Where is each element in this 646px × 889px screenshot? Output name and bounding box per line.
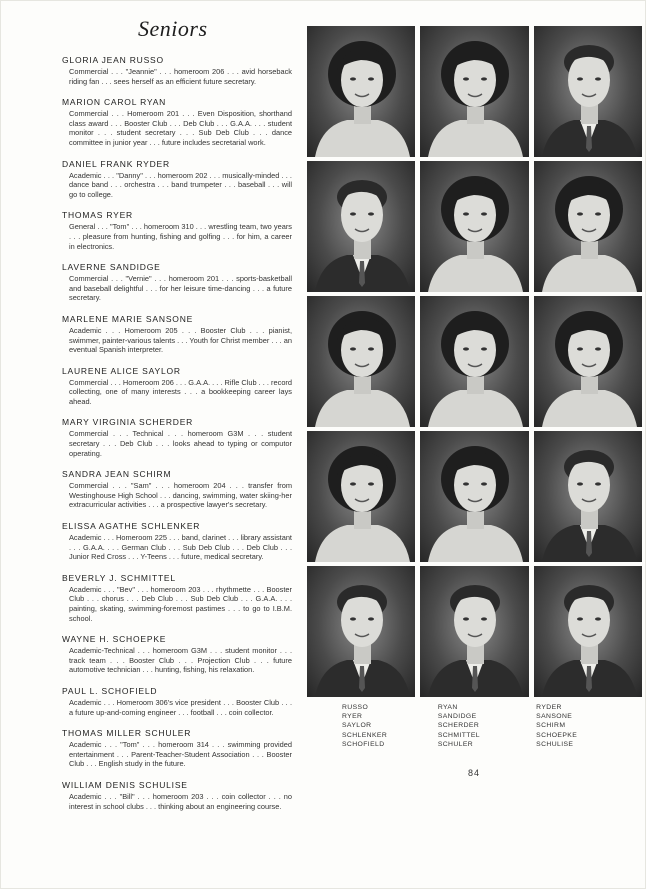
senior-description: Academic-Technical . . . homeroom G3M . . . student monitor . . . track team . . . Booster Club . . . Projection Club . . . future automotive technician . . . hunting, fishing, his relaxation. <box>69 646 292 675</box>
portrait-row <box>307 26 642 157</box>
senior-description: Academic . . . "Bill" . . . homeroom 203 . . . coin collector . . . no interest in school clubs . . . thinking about an engineering course. <box>69 791 292 811</box>
senior-portrait <box>307 26 415 157</box>
caption-name: SCHIRM <box>536 722 566 730</box>
senior-name: MARLENE MARIE SANSONE <box>62 313 194 324</box>
caption-name: SCHLENKER <box>342 731 388 739</box>
senior-name: ELISSA AGATHE SCHLENKER <box>62 521 201 532</box>
portrait-figure <box>307 296 415 427</box>
portrait-figure <box>534 26 642 157</box>
senior-name: BEVERLY J. SCHMITTEL <box>62 572 176 583</box>
page-number: 84 <box>468 768 481 778</box>
senior-portrait <box>534 431 642 562</box>
senior-name: LAURENE ALICE SAYLOR <box>62 365 181 376</box>
caption-name: SCHULISE <box>536 740 574 748</box>
senior-entry <box>62 262 292 303</box>
portrait-row <box>307 566 642 697</box>
page-title: Seniors <box>138 16 208 41</box>
senior-name: PAUL L. SCHOFIELD <box>62 685 158 696</box>
portrait-row <box>307 296 642 427</box>
senior-portrait <box>534 296 642 427</box>
senior-name: MARY VIRGINIA SCHERDER <box>62 417 194 428</box>
senior-name: SANDRA JEAN SCHIRM <box>62 469 172 480</box>
senior-portrait <box>307 431 415 562</box>
portrait-figure <box>534 161 642 292</box>
senior-entry <box>62 469 292 510</box>
senior-entry <box>62 686 292 717</box>
senior-name: DANIEL FRANK RYDER <box>62 158 170 169</box>
senior-portrait <box>534 26 642 157</box>
senior-entry <box>62 573 292 623</box>
caption-column <box>342 703 438 749</box>
caption-name: SCHOEPKE <box>536 731 578 739</box>
senior-portrait <box>534 566 642 697</box>
senior-name: WAYNE H. SCHOEPKE <box>62 634 167 645</box>
caption-column <box>438 703 536 749</box>
portrait-grid <box>307 26 642 701</box>
senior-portrait <box>420 566 528 697</box>
caption-name: RUSSO <box>342 704 369 711</box>
senior-portrait <box>420 296 528 427</box>
portrait-figure <box>307 26 415 157</box>
senior-description: Academic . . . Homeroom 225 . . . band, clarinet . . . library assistant . . . G.A.A. . . . German Club . . . Sub Deb Club . . . Deb Club . . . Junior Red Cross . . . Y-Teens . . . future, medical secretary. <box>69 533 292 562</box>
caption-name: RYER <box>342 713 363 721</box>
caption-name: RYDER <box>536 704 562 711</box>
caption-name: SCHULER <box>437 740 474 748</box>
portrait-figure <box>420 296 528 427</box>
senior-entry <box>62 417 292 458</box>
portrait-figure <box>534 431 642 562</box>
senior-portrait <box>307 296 415 427</box>
portrait-figure <box>420 566 528 697</box>
senior-name: MARION CAROL RYAN <box>62 97 167 108</box>
senior-entry <box>62 728 292 769</box>
senior-description: Academic . . . Homeroom 205 . . . Booster Club . . . pianist, swimmer, painter-various talents . . . Youth for Christ member . . . an eventual Spanish interpreter. <box>69 325 292 355</box>
portrait-figure <box>420 431 528 562</box>
portrait-figure <box>420 26 528 157</box>
portrait-row <box>307 431 642 562</box>
senior-entry <box>62 366 292 407</box>
senior-name: GLORIA JEAN RUSSO <box>62 55 164 65</box>
caption-name: SAYLOR <box>342 722 372 730</box>
senior-description: Academic . . . "Danny" . . . homeroom 202 . . . musically-minded . . . dance band . . . orchestra . . . band trumpeter . . . baseball . . . will go to college. <box>69 170 292 199</box>
senior-name: WILLIAM DENIS SCHULISE <box>62 779 188 790</box>
portrait-figure <box>307 431 415 562</box>
senior-entry <box>62 55 292 86</box>
senior-portrait <box>307 566 415 697</box>
senior-name: LAVERNE SANDIDGE <box>62 262 161 273</box>
senior-portrait <box>534 161 642 292</box>
senior-entry <box>62 159 292 200</box>
senior-description: Commercial . . . Technical . . . homeroom G3M . . . student secretary . . . Deb Club . . . looks ahead to typing or computor operating. <box>69 429 292 458</box>
senior-portrait <box>307 161 415 292</box>
caption-name: SANSONE <box>536 713 573 721</box>
portrait-row <box>307 161 642 292</box>
caption-name: RYAN <box>437 704 458 711</box>
senior-entry <box>62 314 292 355</box>
caption-name: SCHMITTEL <box>437 731 480 739</box>
senior-portrait <box>420 431 528 562</box>
senior-name: THOMAS MILLER SCHULER <box>62 728 192 739</box>
senior-description: General . . . "Tom" . . . homeroom 310 . . . wrestling team, two years . . . pleasure from hunting, fishing and golfing . . . for him, a career in electronics. <box>69 222 292 251</box>
portrait-figure <box>534 566 642 697</box>
senior-description: Commercial . . . "Jeannie" . . . homeroom 206 . . . avid horseback riding fan . . . sees herself as an efficient future secretary. <box>69 67 292 86</box>
senior-description: Academic . . . Homeroom 306's vice president . . . Booster Club . . . a future up-and-coming engineer . . . football . . . coin collector. <box>69 697 292 717</box>
senior-description: Academic . . . "Bev" . . . homeroom 203 . . . rhythmette . . . Booster Club . . . chorus . . . Deb Club . . . Sub Deb Club . . . G.A.A. . . . painting, skating, swimming-foremost pastimes . . . to go to I.B.M. school. <box>69 584 292 623</box>
senior-description: Commercial . . . Homeroom 201 . . . Even Disposition, shorthand class award . . . Booster Club . . . Deb Club . . . G.A.A. . . . student monitor . . . student secretary . . . Sub Deb Club . . . dance committee in junior year . . . future includes secretarial work. <box>69 109 292 147</box>
senior-description: Academic . . . "Tom" . . . homeroom 314 . . . swimming provided entertainment . . . Parent-Teacher-Student Association . . . Booster Club . . . English study in the future. <box>69 740 292 769</box>
portrait-figure <box>420 161 528 292</box>
senior-description: Commercial . . . "Sam" . . . homeroom 204 . . . transfer from Westinghouse High School . . . dancing, swimming, water skiing-her extracurricular activities . . . a prospective lawyer's secretary. <box>69 481 292 510</box>
caption-name: SCHERDER <box>437 722 480 730</box>
senior-entries <box>62 55 292 822</box>
senior-portrait <box>420 161 528 292</box>
caption-name: SCHOFIELD <box>342 740 385 748</box>
caption-column <box>536 703 632 749</box>
senior-description: Commercial . . . Homeroom 206 . . . G.A.A. . . . Rifle Club . . . record collecting, one of many interests . . . a bookkeeping career lays ahead. <box>69 377 292 406</box>
senior-entry <box>62 97 292 147</box>
senior-entry <box>62 634 292 675</box>
senior-entry <box>62 210 292 251</box>
senior-name: THOMAS RYER <box>62 210 133 221</box>
caption-name: SANDIDGE <box>437 713 477 721</box>
senior-entry <box>62 780 292 811</box>
senior-portrait <box>420 26 528 157</box>
portrait-figure <box>534 296 642 427</box>
senior-description: Commercial . . . "Vernie" . . . homeroom 201 . . . sports-basketball and baseball delightful . . . for her leisure time-dancing . . . a future secretary. <box>69 274 292 303</box>
senior-entry <box>62 521 292 562</box>
photo-captions <box>342 703 632 749</box>
portrait-figure <box>307 161 415 292</box>
portrait-figure <box>307 566 415 697</box>
